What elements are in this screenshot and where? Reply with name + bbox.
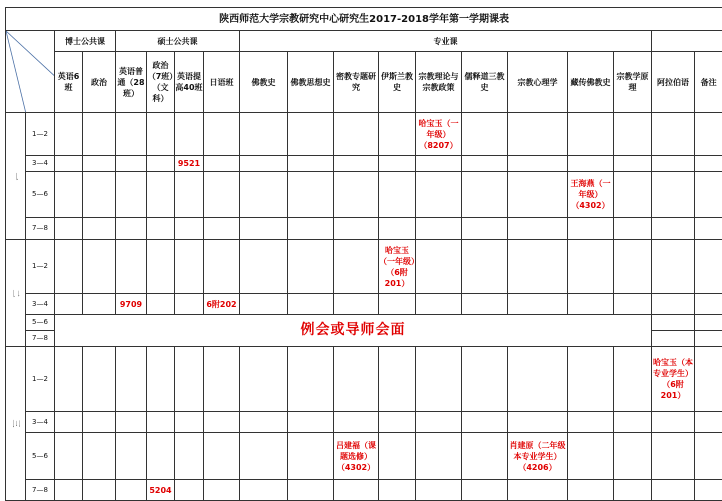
- schedule-cell[interactable]: [83, 294, 116, 315]
- schedule-cell[interactable]: [204, 480, 240, 501]
- schedule-cell[interactable]: [116, 113, 147, 156]
- period-label: 5—6: [26, 172, 55, 218]
- column-header: 藏传佛教史: [568, 52, 614, 113]
- schedule-cell[interactable]: [55, 412, 83, 433]
- table-row: [6, 347, 722, 412]
- schedule-cell[interactable]: [147, 347, 175, 412]
- schedule-cell[interactable]: [116, 347, 147, 412]
- schedule-cell[interactable]: [175, 480, 204, 501]
- schedule-cell[interactable]: [652, 315, 695, 331]
- schedule-cell[interactable]: [462, 172, 508, 218]
- schedule-cell[interactable]: [508, 480, 568, 501]
- schedule-cell[interactable]: [240, 480, 288, 501]
- schedule-cell[interactable]: [55, 433, 83, 480]
- schedule-cell[interactable]: [240, 294, 288, 315]
- table-row: [6, 240, 722, 294]
- schedule-cell[interactable]: [288, 172, 334, 218]
- schedule-cell[interactable]: [568, 294, 614, 315]
- group-blank: [652, 31, 722, 52]
- schedule-cell[interactable]: [204, 433, 240, 480]
- schedule-cell[interactable]: [240, 347, 288, 412]
- schedule-cell[interactable]: [334, 218, 379, 240]
- schedule-cell[interactable]: [652, 113, 695, 156]
- group-major: 专业课: [240, 31, 652, 52]
- table-row: [6, 480, 722, 501]
- table-row: [6, 433, 722, 480]
- schedule-cell[interactable]: [147, 294, 175, 315]
- schedule-cell[interactable]: [462, 240, 508, 294]
- schedule-cell[interactable]: [416, 433, 462, 480]
- column-header: 政治（7班）（文科）: [147, 52, 175, 113]
- column-header: 宗教心理学: [508, 52, 568, 113]
- schedule-cell[interactable]: [614, 433, 652, 480]
- schedule-cell[interactable]: [175, 240, 204, 294]
- column-header: 英语提高40班: [175, 52, 204, 113]
- timetable-title: 陕西师范大学宗教研究中心研究生2017-2018学年第一学期课表: [6, 8, 722, 31]
- schedule-cell[interactable]: [379, 172, 416, 218]
- schedule-cell[interactable]: [83, 218, 116, 240]
- merged-note-cell: 例会或导师会面: [55, 315, 652, 347]
- schedule-cell[interactable]: [695, 218, 722, 240]
- table-row: [6, 412, 722, 433]
- schedule-cell[interactable]: [240, 433, 288, 480]
- schedule-cell[interactable]: [55, 240, 83, 294]
- schedule-cell[interactable]: [652, 294, 695, 315]
- schedule-cell[interactable]: [288, 294, 334, 315]
- timetable: [5, 7, 722, 501]
- schedule-cell[interactable]: 5204: [147, 480, 175, 501]
- schedule-cell[interactable]: [55, 172, 83, 218]
- day-label: [6, 113, 26, 240]
- schedule-cell[interactable]: [462, 156, 508, 172]
- table-row: [6, 218, 722, 240]
- column-header: 佛教思想史: [288, 52, 334, 113]
- schedule-cell[interactable]: [288, 480, 334, 501]
- schedule-cell[interactable]: [379, 347, 416, 412]
- schedule-cell[interactable]: [240, 412, 288, 433]
- day-label: [6, 347, 26, 501]
- schedule-cell[interactable]: [508, 294, 568, 315]
- column-header: 密教专题研究: [334, 52, 379, 113]
- column-header: 伊斯兰教史: [379, 52, 416, 113]
- schedule-cell[interactable]: [83, 347, 116, 412]
- schedule-cell[interactable]: [83, 172, 116, 218]
- period-label: 3—4: [26, 412, 55, 433]
- schedule-cell[interactable]: [204, 240, 240, 294]
- period-label: 5—6: [26, 433, 55, 480]
- schedule-cell[interactable]: 王海燕（一年级）（4302）: [568, 172, 614, 218]
- column-header: 日语班: [204, 52, 240, 113]
- schedule-cell[interactable]: 6附202: [204, 294, 240, 315]
- schedule-cell[interactable]: [614, 172, 652, 218]
- schedule-cell[interactable]: [695, 156, 722, 172]
- schedule-cell[interactable]: [83, 433, 116, 480]
- schedule-cell[interactable]: [288, 156, 334, 172]
- schedule-cell[interactable]: [614, 347, 652, 412]
- schedule-cell[interactable]: [508, 347, 568, 412]
- schedule-cell[interactable]: [288, 412, 334, 433]
- schedule-cell[interactable]: [240, 113, 288, 156]
- schedule-cell[interactable]: [416, 172, 462, 218]
- schedule-cell[interactable]: [568, 218, 614, 240]
- schedule-cell[interactable]: [334, 412, 379, 433]
- schedule-cell[interactable]: [334, 294, 379, 315]
- schedule-cell[interactable]: [240, 156, 288, 172]
- schedule-cell[interactable]: [695, 480, 722, 501]
- schedule-cell[interactable]: [83, 113, 116, 156]
- schedule-cell[interactable]: [614, 156, 652, 172]
- schedule-cell[interactable]: [508, 412, 568, 433]
- schedule-cell[interactable]: [568, 412, 614, 433]
- diagonal-header-cell: [6, 31, 55, 113]
- schedule-cell[interactable]: [55, 480, 83, 501]
- schedule-cell[interactable]: [288, 113, 334, 156]
- table-row: [6, 113, 722, 156]
- schedule-cell[interactable]: [652, 480, 695, 501]
- schedule-cell[interactable]: [83, 240, 116, 294]
- period-label: 7—8: [26, 480, 55, 501]
- schedule-cell[interactable]: [116, 156, 147, 172]
- schedule-cell[interactable]: [288, 218, 334, 240]
- schedule-cell[interactable]: [462, 218, 508, 240]
- schedule-cell[interactable]: [508, 156, 568, 172]
- schedule-cell[interactable]: [614, 294, 652, 315]
- schedule-cell[interactable]: [175, 218, 204, 240]
- schedule-cell[interactable]: [83, 480, 116, 501]
- schedule-cell[interactable]: [614, 480, 652, 501]
- schedule-cell[interactable]: [695, 331, 722, 347]
- schedule-cell[interactable]: [379, 156, 416, 172]
- period-label: 7—8: [26, 218, 55, 240]
- schedule-cell[interactable]: [55, 113, 83, 156]
- schedule-cell[interactable]: [288, 347, 334, 412]
- schedule-cell[interactable]: [416, 412, 462, 433]
- schedule-cell[interactable]: [379, 294, 416, 315]
- schedule-cell[interactable]: [695, 412, 722, 433]
- schedule-cell[interactable]: [568, 240, 614, 294]
- schedule-cell[interactable]: [508, 172, 568, 218]
- schedule-cell[interactable]: [652, 331, 695, 347]
- schedule-cell[interactable]: [175, 113, 204, 156]
- schedule-cell[interactable]: 肖建原（二年级本专业学生）（4206）: [508, 433, 568, 480]
- column-header: 儒释道三教史: [462, 52, 508, 113]
- schedule-cell[interactable]: [147, 113, 175, 156]
- schedule-cell[interactable]: [652, 172, 695, 218]
- schedule-cell[interactable]: [462, 113, 508, 156]
- schedule-cell[interactable]: [55, 156, 83, 172]
- column-header: 政治: [83, 52, 116, 113]
- period-label: 1—2: [26, 347, 55, 412]
- schedule-cell[interactable]: [462, 294, 508, 315]
- schedule-cell[interactable]: [83, 412, 116, 433]
- schedule-cell[interactable]: [652, 240, 695, 294]
- schedule-cell[interactable]: [416, 480, 462, 501]
- day-label-text: 三: [10, 420, 21, 428]
- day-label: [6, 240, 26, 347]
- schedule-cell[interactable]: [175, 294, 204, 315]
- schedule-cell[interactable]: [614, 218, 652, 240]
- period-label: 3—4: [26, 294, 55, 315]
- schedule-cell[interactable]: [652, 218, 695, 240]
- schedule-cell[interactable]: [288, 433, 334, 480]
- schedule-cell[interactable]: [147, 156, 175, 172]
- group-master-public: 硕士公共课: [116, 31, 240, 52]
- period-label: 7—8: [26, 331, 55, 347]
- column-header: 英语6班: [55, 52, 83, 113]
- schedule-cell[interactable]: [379, 113, 416, 156]
- schedule-cell[interactable]: [462, 433, 508, 480]
- schedule-cell[interactable]: [55, 294, 83, 315]
- schedule-cell[interactable]: [288, 240, 334, 294]
- schedule-cell[interactable]: [175, 433, 204, 480]
- schedule-cell[interactable]: [334, 480, 379, 501]
- schedule-cell[interactable]: 哈宝玉（一年级）（6附201）: [379, 240, 416, 294]
- schedule-cell[interactable]: [568, 113, 614, 156]
- schedule-cell[interactable]: [568, 156, 614, 172]
- schedule-cell[interactable]: [379, 480, 416, 501]
- schedule-cell[interactable]: [695, 172, 722, 218]
- schedule-cell[interactable]: [695, 433, 722, 480]
- schedule-cell[interactable]: [695, 113, 722, 156]
- period-label: 1—2: [26, 113, 55, 156]
- schedule-cell[interactable]: [334, 347, 379, 412]
- column-header: 阿拉伯语: [652, 52, 695, 113]
- schedule-cell[interactable]: [116, 172, 147, 218]
- schedule-cell[interactable]: [147, 218, 175, 240]
- schedule-cell[interactable]: [614, 113, 652, 156]
- schedule-cell[interactable]: [204, 412, 240, 433]
- schedule-cell[interactable]: [55, 218, 83, 240]
- schedule-cell[interactable]: [416, 294, 462, 315]
- schedule-cell[interactable]: [416, 240, 462, 294]
- column-header: 备注: [695, 52, 722, 113]
- column-header: 佛教史: [240, 52, 288, 113]
- schedule-cell[interactable]: 哈宝玉（本专业学生）（6附201）: [652, 347, 695, 412]
- schedule-cell[interactable]: [116, 433, 147, 480]
- schedule-cell[interactable]: [568, 347, 614, 412]
- schedule-cell[interactable]: [55, 347, 83, 412]
- schedule-cell[interactable]: [334, 240, 379, 294]
- schedule-cell[interactable]: [568, 480, 614, 501]
- group-phd-public: 博士公共课: [55, 31, 116, 52]
- schedule-cell[interactable]: [652, 433, 695, 480]
- period-label: 5—6: [26, 315, 55, 331]
- day-label-text: 一: [10, 172, 21, 180]
- schedule-cell[interactable]: [462, 412, 508, 433]
- schedule-cell[interactable]: [568, 433, 614, 480]
- day-label-text: 二: [10, 289, 21, 297]
- schedule-cell[interactable]: [508, 240, 568, 294]
- schedule-cell[interactable]: [508, 218, 568, 240]
- schedule-cell[interactable]: [116, 240, 147, 294]
- schedule-cell[interactable]: [204, 218, 240, 240]
- schedule-cell[interactable]: [147, 172, 175, 218]
- table-row: [6, 315, 722, 331]
- schedule-cell[interactable]: 哈宝玉（一年级）（8207）: [416, 113, 462, 156]
- schedule-cell[interactable]: [334, 172, 379, 218]
- schedule-cell[interactable]: [416, 156, 462, 172]
- schedule-cell[interactable]: 吕建福（课题选修）（4302）: [334, 433, 379, 480]
- schedule-cell[interactable]: [695, 347, 722, 412]
- schedule-cell[interactable]: [240, 240, 288, 294]
- column-header: 英语普通（28班）: [116, 52, 147, 113]
- table-row: [6, 294, 722, 315]
- schedule-cell[interactable]: [175, 172, 204, 218]
- schedule-cell[interactable]: [652, 412, 695, 433]
- schedule-cell[interactable]: [695, 315, 722, 331]
- schedule-cell[interactable]: [116, 218, 147, 240]
- schedule-cell[interactable]: 9521: [175, 156, 204, 172]
- schedule-cell[interactable]: [175, 412, 204, 433]
- schedule-cell[interactable]: [175, 347, 204, 412]
- schedule-cell[interactable]: [147, 412, 175, 433]
- schedule-cell[interactable]: [204, 113, 240, 156]
- schedule-cell[interactable]: [379, 218, 416, 240]
- schedule-cell[interactable]: [116, 480, 147, 501]
- schedule-cell[interactable]: [462, 347, 508, 412]
- schedule-cell[interactable]: [416, 218, 462, 240]
- schedule-cell[interactable]: [334, 113, 379, 156]
- schedule-cell[interactable]: [240, 172, 288, 218]
- schedule-cell[interactable]: 9709: [116, 294, 147, 315]
- table-row: [6, 172, 722, 218]
- schedule-cell[interactable]: [695, 240, 722, 294]
- schedule-cell[interactable]: [462, 480, 508, 501]
- schedule-cell[interactable]: [379, 412, 416, 433]
- schedule-cell[interactable]: [614, 240, 652, 294]
- schedule-cell[interactable]: [83, 156, 116, 172]
- schedule-cell[interactable]: [116, 412, 147, 433]
- column-header: 宗教学原理: [614, 52, 652, 113]
- schedule-cell[interactable]: [652, 156, 695, 172]
- schedule-cell[interactable]: [240, 218, 288, 240]
- column-header: 宗教理论与宗教政策: [416, 52, 462, 113]
- schedule-cell[interactable]: [508, 113, 568, 156]
- table-row: [6, 156, 722, 172]
- schedule-cell[interactable]: [147, 433, 175, 480]
- schedule-cell[interactable]: [379, 433, 416, 480]
- schedule-cell[interactable]: [695, 294, 722, 315]
- period-label: 1—2: [26, 240, 55, 294]
- schedule-cell[interactable]: [416, 347, 462, 412]
- schedule-cell[interactable]: [334, 156, 379, 172]
- schedule-cell[interactable]: [204, 347, 240, 412]
- schedule-cell[interactable]: [614, 412, 652, 433]
- schedule-cell[interactable]: [204, 156, 240, 172]
- schedule-cell[interactable]: [204, 172, 240, 218]
- period-label: 3—4: [26, 156, 55, 172]
- schedule-cell[interactable]: [147, 240, 175, 294]
